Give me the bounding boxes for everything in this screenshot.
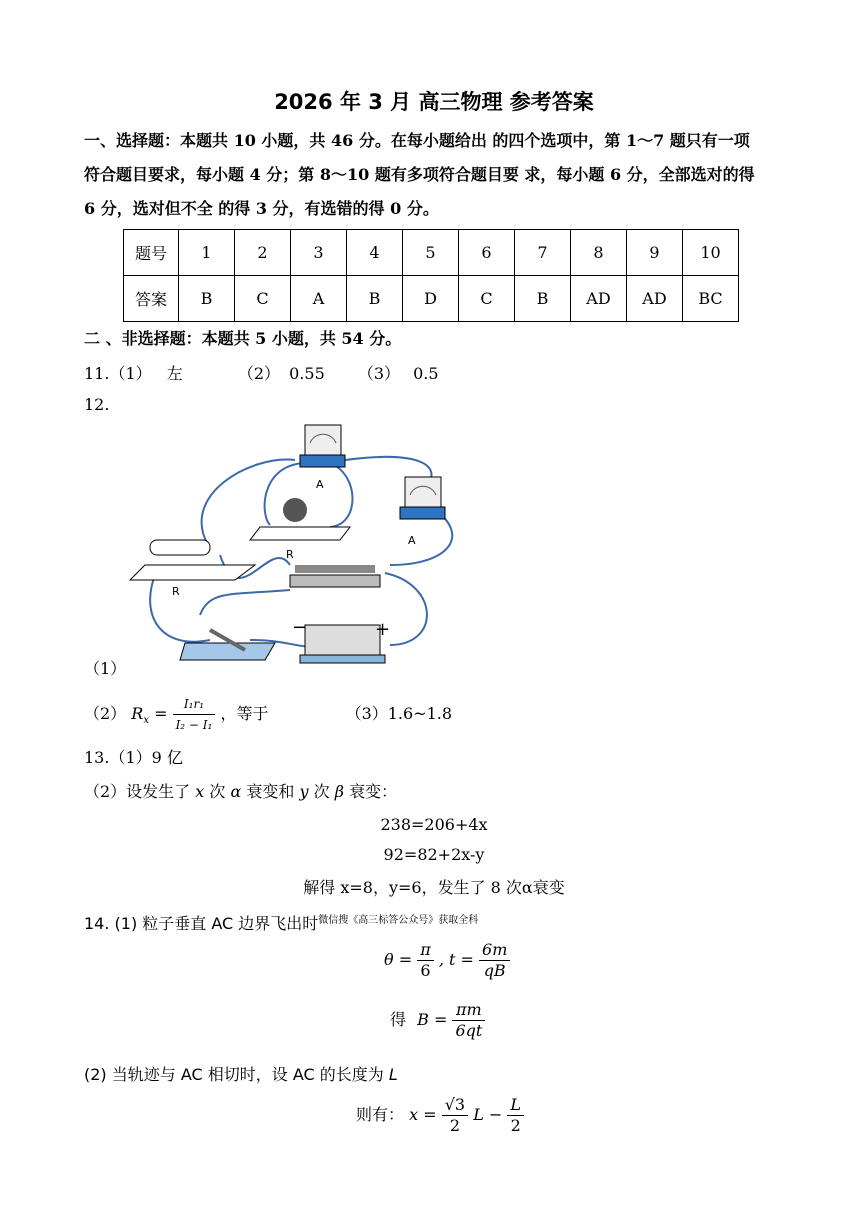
battery-minus-label: − [292, 617, 308, 638]
sqrt3-over-2 [442, 1095, 468, 1136]
table-cell: 9 [627, 230, 683, 276]
formula-fraction [173, 694, 216, 735]
question-11 [84, 361, 439, 384]
table-cell: B [347, 276, 403, 322]
wire [200, 590, 290, 615]
ammeter-top-label: A [316, 478, 324, 491]
table-cell: B [179, 276, 235, 322]
q13-text: 衰变和 [246, 782, 295, 801]
table-cell: AD [627, 276, 683, 322]
q12-label: 12. [84, 395, 110, 414]
formula-numerator: I₁r₁ [173, 694, 216, 715]
q11-answer-2: 0.55 [289, 364, 325, 383]
q13-equation-2: 92=82+2x-y [383, 845, 485, 864]
pi: π [417, 940, 434, 961]
qb: qB [483, 961, 506, 980]
table-cell: B [515, 276, 571, 322]
q13-var-y: y [299, 782, 309, 801]
table-cell: BC [683, 276, 739, 322]
section-1-instructions [84, 124, 789, 226]
q11-part-3: （3） [357, 364, 401, 383]
table-cell: 7 [515, 230, 571, 276]
pi-over-6 [417, 940, 434, 981]
table-cell: C [459, 276, 515, 322]
circuit-diagram [120, 415, 470, 670]
q14-part-2 [84, 1062, 398, 1085]
wire [150, 575, 210, 642]
q13-text: 次 [313, 782, 330, 801]
q13-equation-1: 238=206+4x [380, 815, 488, 834]
minus-sign: − [488, 1105, 503, 1124]
table-cell: 6 [459, 230, 515, 276]
six: 6 [420, 961, 431, 980]
q13-part-2 [84, 779, 397, 802]
q13-beta: β [334, 782, 345, 801]
table-cell: 2 [235, 230, 291, 276]
q11-label: 11.（1） [84, 364, 152, 383]
l-over-2 [507, 1095, 524, 1136]
watermark: 微信搜《高三标答公众号》获取全科 [318, 915, 479, 926]
q12-part-2-line: （2） $R_x$ = $\frac{\text{I₁r₁}}{\text{I₂ − I₁}}$ ，等于 （3）1.6~1.8 [84, 694, 452, 735]
q14-theta-equation [384, 940, 510, 981]
battery-plus-label: + [375, 619, 391, 640]
section-2-heading: 二 、非选择题：本题共 5 小题，共 54 分。 [84, 329, 402, 348]
formula-denominator: I₂ − I₁ [175, 718, 213, 732]
fixed-resistor [130, 540, 255, 598]
q13-result: 解得 x=8，y=6，发生了 8 次α衰变 [303, 878, 565, 897]
pi-m: πm [452, 1000, 485, 1021]
section-1-line-3: 6 分，选对但不全 的得 3 分，有选错的得 0 分。 [84, 199, 439, 218]
table-cell: 3 [291, 230, 347, 276]
table-cell: A [291, 276, 347, 322]
q13-text: 次 [209, 782, 226, 801]
six-qt: 6qt [455, 1021, 483, 1040]
ammeter-right-label: A [408, 534, 416, 547]
table-cell: 4 [347, 230, 403, 276]
two: 2 [449, 1116, 460, 1135]
q14-x-equation [356, 1095, 524, 1136]
q12-part-2: （2） [84, 704, 127, 723]
wire [330, 463, 353, 527]
switch [180, 630, 275, 660]
table-header-label: 题号 [124, 230, 179, 276]
q11-part-2: （2） [237, 364, 281, 383]
q11-answer-3: 0.5 [413, 364, 439, 383]
q13-var-x: x [195, 782, 205, 801]
q14-part-1-text: 14. (1) 粒子垂直 AC 边界飞出时 [84, 914, 319, 933]
q14-var-l: L [388, 1065, 398, 1084]
six-m: 6m [479, 940, 510, 961]
formula-r-sub: x [143, 715, 149, 727]
table-cell: 8 [571, 230, 627, 276]
q14-b-equation [390, 1000, 485, 1041]
q13-part-1: 13.（1）9 亿 [84, 748, 183, 767]
q12-part-1: （1） [84, 659, 127, 678]
bulb-label: R [286, 548, 294, 561]
q11-answer-1: 左 [166, 364, 183, 383]
b-eq: B = [417, 1010, 448, 1029]
table-cell: 1 [179, 230, 235, 276]
q14-part-2-text: (2) 当轨迹与 AC 相切时，设 AC 的长度为 [84, 1065, 384, 1084]
q14-part-1 [84, 911, 478, 934]
q12-part-3: （3）1.6~1.8 [345, 704, 453, 723]
resistor-label: R [172, 585, 180, 598]
t-fraction [479, 940, 510, 981]
de-text: 得 [390, 1010, 407, 1029]
two-denominator: 2 [510, 1116, 521, 1135]
q12-part-2-tail: ，等于 [220, 704, 269, 723]
table-row [124, 276, 739, 322]
ammeter-top [300, 425, 345, 491]
table-answer-label: 答案 [124, 276, 179, 322]
table-cell: D [403, 276, 459, 322]
table-row [124, 230, 739, 276]
table-cell: C [235, 276, 291, 322]
table-cell: 10 [683, 230, 739, 276]
zeyou-text: 则有： [356, 1105, 405, 1124]
page-title: 2026 年 3 月 高三物理 参考答案 [274, 90, 594, 114]
table-cell: 5 [403, 230, 459, 276]
section-1-line-2: 符合题目要求，每小题 4 分；第 8～10 题有多项符合题目要 求，每小题 6 分，全部选对的得 [84, 165, 755, 184]
formula-r: R [131, 704, 144, 723]
l-var: L [473, 1105, 484, 1124]
rheostat [290, 565, 380, 587]
l-numerator: L [507, 1095, 524, 1116]
battery [292, 617, 390, 663]
q13-text: （2）设发生了 [84, 782, 191, 801]
ammeter-right [400, 477, 445, 547]
x-eq: x = [409, 1105, 437, 1124]
answer-table [123, 229, 739, 322]
sqrt3: √3 [442, 1095, 468, 1116]
q13-alpha: α [230, 782, 242, 801]
table-cell: AD [571, 276, 627, 322]
b-fraction [452, 1000, 485, 1041]
q13-text: 衰变： [349, 782, 398, 801]
theta-eq: θ = [384, 950, 413, 969]
section-1-line-1: 一、选择题：本题共 10 小题，共 46 分。在每小题给出 的四个选项中，第 1～7 题只有一项 [84, 131, 750, 150]
wire [385, 573, 427, 645]
t-eq: , t = [438, 950, 474, 969]
